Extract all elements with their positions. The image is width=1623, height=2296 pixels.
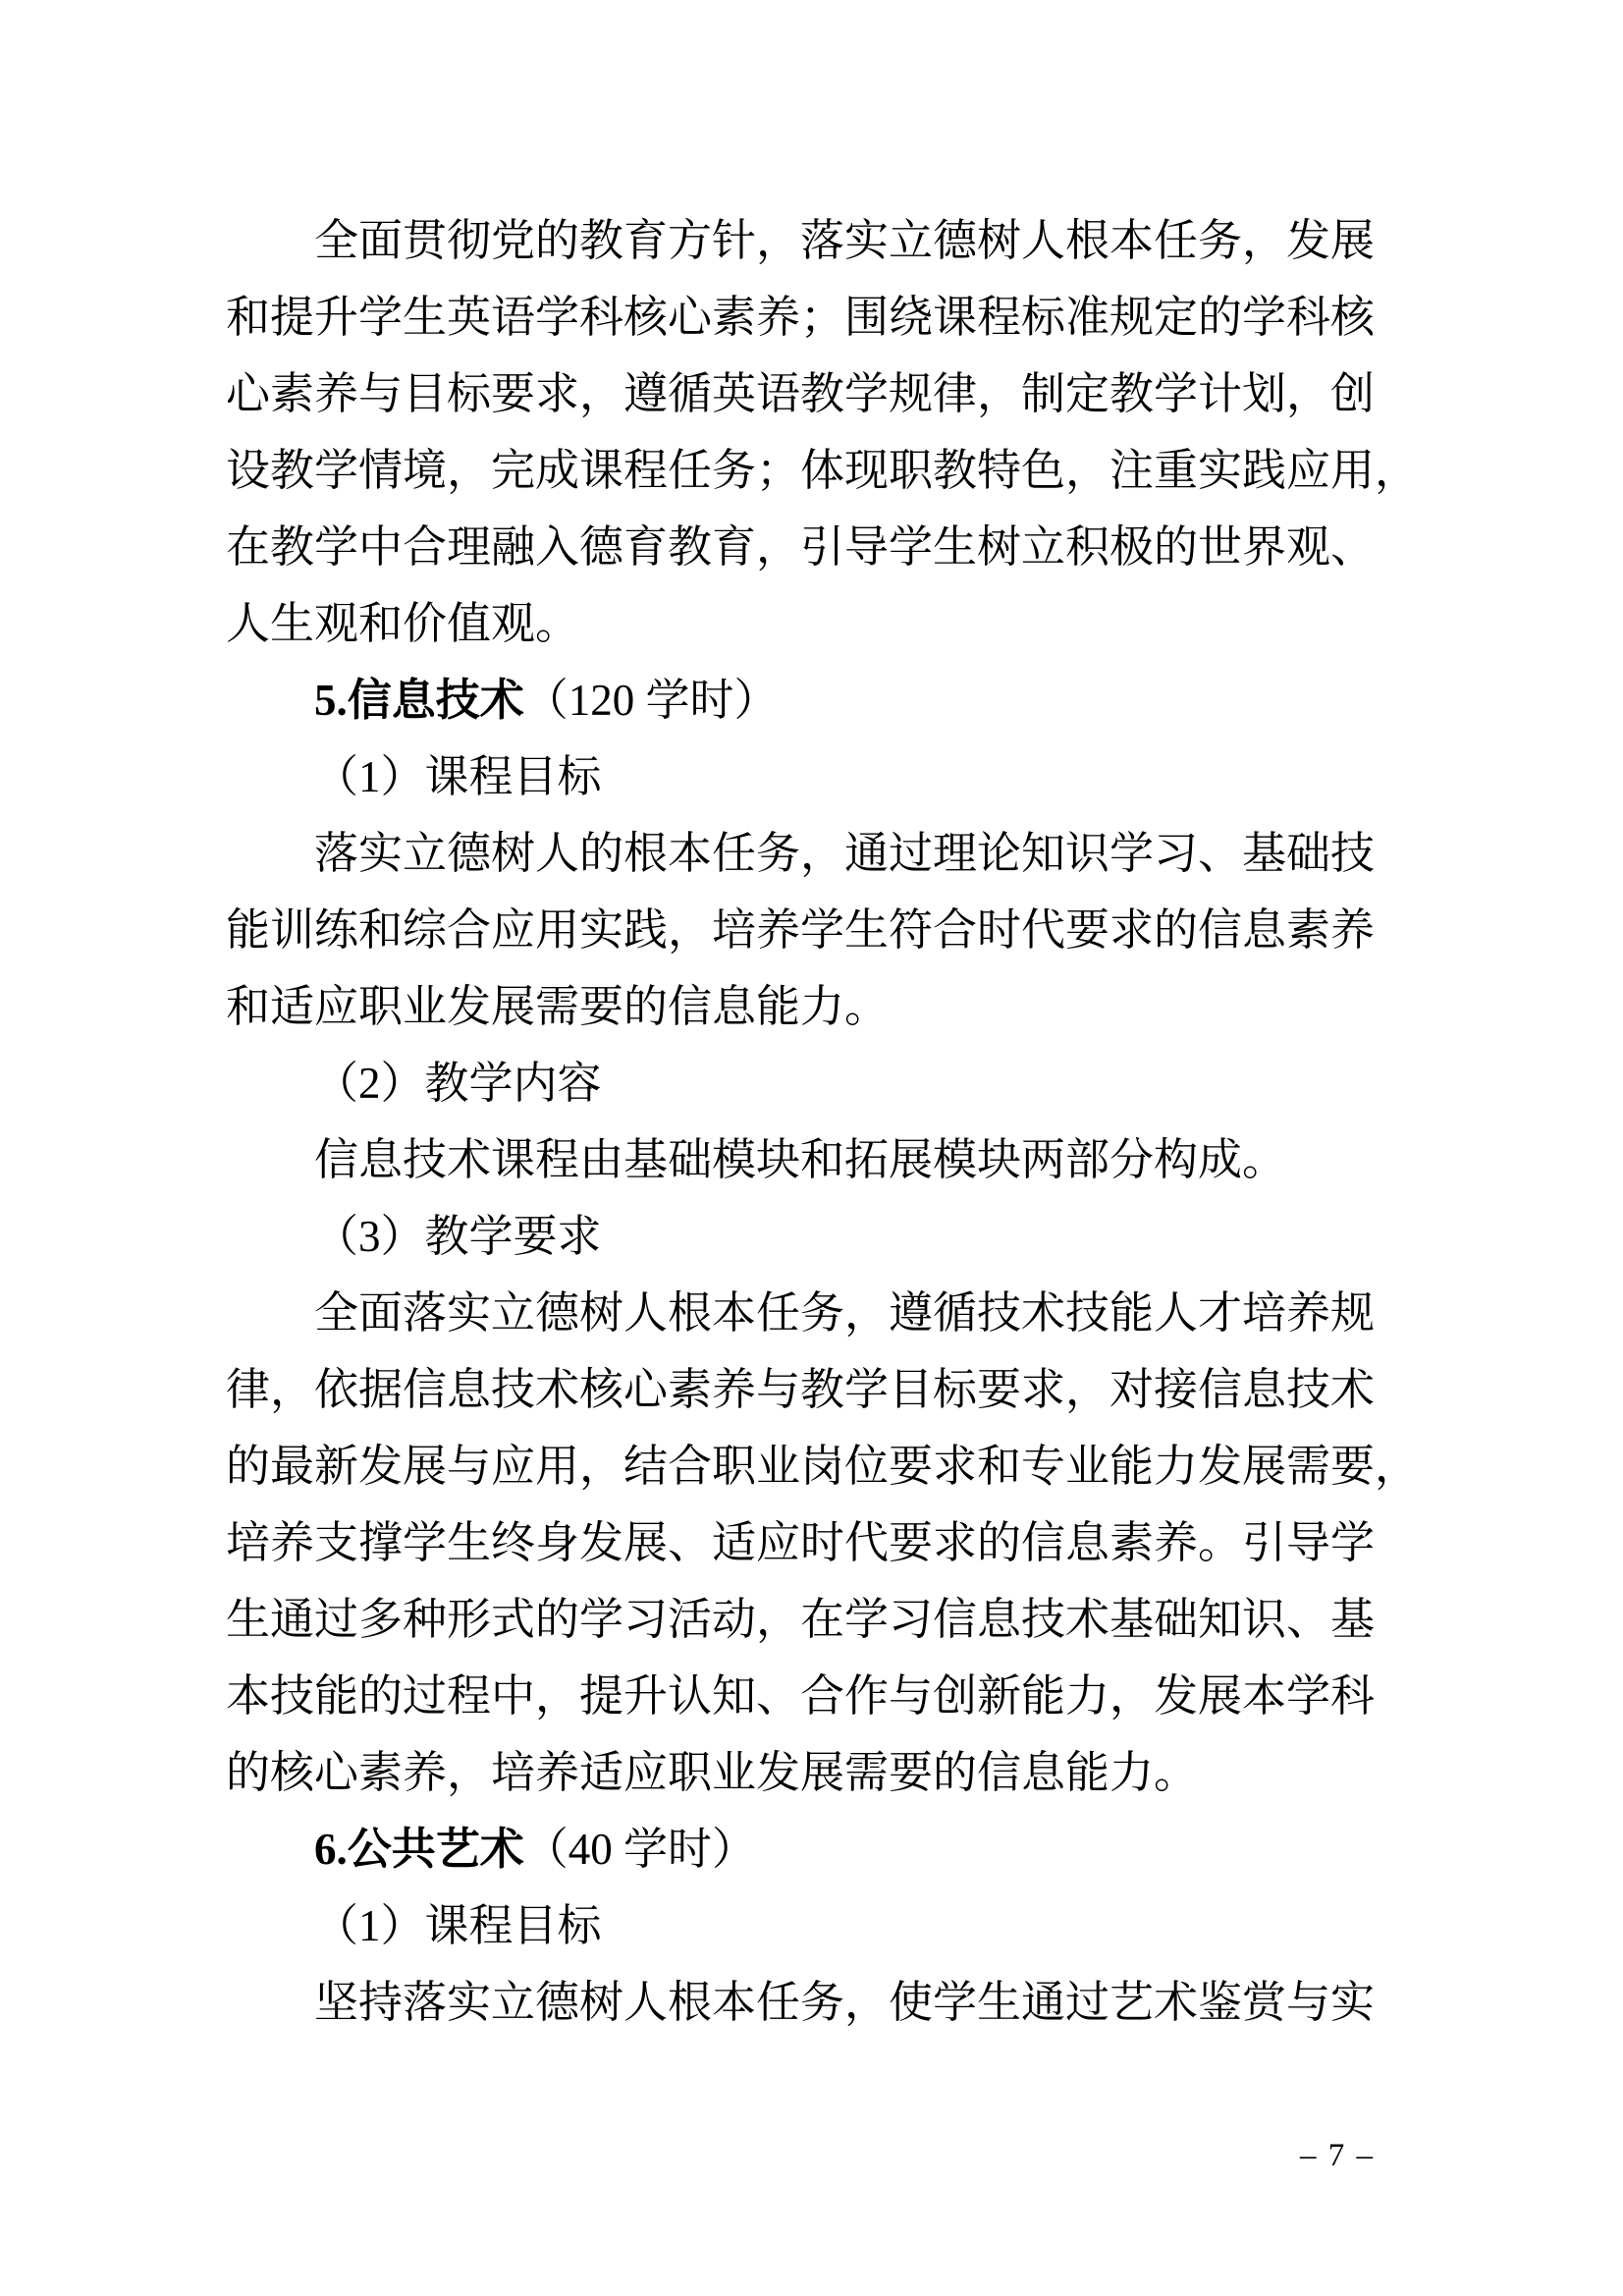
text-line: 人生观和价值观。 — [226, 599, 580, 648]
text-line: 生通过多种形式的学习活动，在学习信息技术基础知识、基 — [226, 1595, 1376, 1644]
section-heading-information-technology — [226, 662, 1375, 738]
text-line: 设教学情境，完成课程任务；体现职教特色，注重实践应用， — [226, 446, 1420, 495]
section-heading-number-title: 5.信息技术 — [314, 676, 524, 725]
subheading-course-objective: （1）课程目标 — [314, 1901, 602, 1950]
text-line: 律，依据信息技术核心素养与教学目标要求，对接信息技术 — [226, 1365, 1376, 1414]
section-heading-number-title: 6.公共艺术 — [314, 1825, 524, 1874]
text-line: 心素养与目标要求，遵循英语教学规律，制定教学计划，创 — [226, 369, 1376, 418]
page-number: – 7 – — [1300, 2138, 1375, 2173]
text-line: 的最新发展与应用，结合职业岗位要求和专业能力发展需要， — [226, 1442, 1420, 1491]
section-heading-public-art — [226, 1811, 1375, 1887]
text-line: 能训练和综合应用实践，培养学生符合时代要求的信息素养 — [226, 905, 1376, 955]
text-line: 在教学中合理融入德育教育，引导学生树立积极的世界观、 — [226, 522, 1376, 572]
subheading-teaching-content: （2）教学内容 — [314, 1059, 602, 1108]
text-line: 的核心素养，培养适应职业发展需要的信息能力。 — [226, 1748, 1199, 1797]
section-heading-hours: （40 学时） — [523, 1825, 757, 1874]
text-line: 培养支撑学生终身发展、适应时代要求的信息素养。引导学 — [226, 1518, 1376, 1567]
subheading-course-objective: （1）课程目标 — [314, 752, 602, 801]
text-line: 全面落实立德树人根本任务，遵循技术技能人才培养规 — [314, 1288, 1376, 1338]
text-line: 落实立德树人的根本任务，通过理论知识学习、基础技 — [314, 829, 1376, 878]
text-line: 坚持落实立德树人根本任务，使学生通过艺术鉴赏与实 — [314, 1978, 1376, 2027]
page-content — [226, 202, 1420, 2041]
subheading-teaching-requirements: （3）教学要求 — [314, 1212, 602, 1261]
text-line: 信息技术课程由基础模块和拓展模块两部分构成。 — [314, 1135, 1287, 1184]
text-line: 本技能的过程中，提升认知、合作与创新能力，发展本学科 — [226, 1671, 1376, 1721]
page-footer — [1300, 2137, 1375, 2174]
text-line: 和提升学生英语学科核心素养；围绕课程标准规定的学科核 — [226, 293, 1376, 342]
section-heading-hours: （120 学时） — [523, 676, 779, 725]
text-line: 和适应职业发展需要的信息能力。 — [226, 982, 890, 1031]
text-line: 全面贯彻党的教育方针，落实立德树人根本任务，发展 — [314, 216, 1376, 265]
